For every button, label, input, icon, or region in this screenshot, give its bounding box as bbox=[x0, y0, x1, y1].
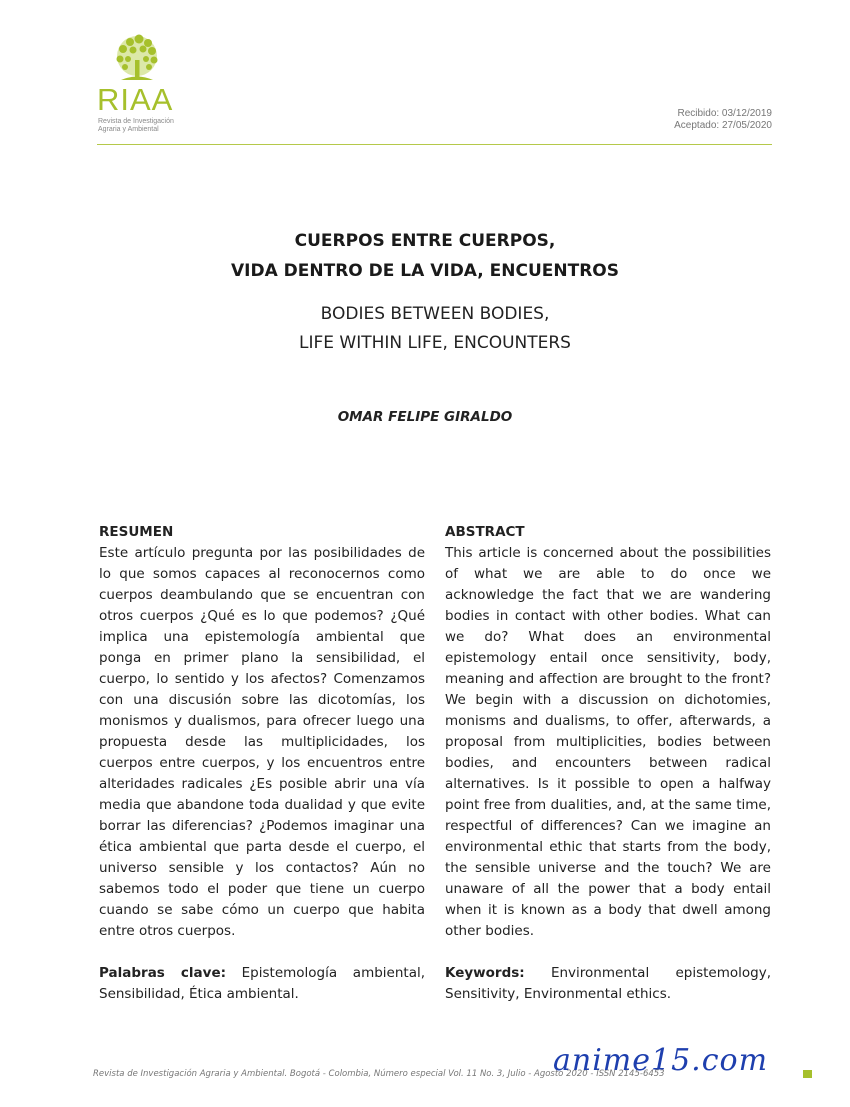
article-dates bbox=[674, 108, 772, 132]
accepted-date: Aceptado: 27/05/2020 bbox=[674, 120, 772, 131]
title-english bbox=[0, 300, 850, 358]
title-es-line1: CUERPOS ENTRE CUERPOS, bbox=[294, 231, 556, 251]
resumen-keywords-text: Epistemología ambiental, Sensibilidad, Ética ambiental. bbox=[99, 965, 426, 1002]
title-spanish bbox=[0, 226, 850, 286]
abstract-keywords bbox=[445, 963, 771, 1005]
logo-subtitle-line1: Revista de Investigación bbox=[98, 118, 174, 125]
tree-logo-icon bbox=[97, 32, 197, 88]
abstract-body: This article is concerned about the possibilities of what we are able to do once we acknowledge the fact that we are wandering bodies in contact with other bodies. What can we do? What does an environmental epistemology entail once sensitivity, body, meaning and affection are brought to the front? We begin with a discussion on dichotomies, monisms and dualisms, to offer, afterwards, a proposal from multiplicities, bodies between bodies, and encounters between radical alternatives. Is it possible to open a halfway point free from dualities, and, at the same time, respectful of differences? Can we imagine an environmental ethic that starts from the body, the sensible universe and the touch? We are unaware of all the power that a body entail when it is known as a body that dwell among other bodies. bbox=[445, 545, 771, 939]
logo-wordmark: RIAA bbox=[97, 82, 174, 117]
received-date: Recibido: 03/12/2019 bbox=[677, 108, 772, 119]
author-name: OMAR FELIPE GIRALDO bbox=[337, 409, 513, 425]
abstract-keywords-label: Keywords: bbox=[445, 965, 525, 981]
resumen-keywords-label: Palabras clave: bbox=[99, 965, 226, 981]
footer-accent-square bbox=[803, 1070, 812, 1078]
resumen-keywords bbox=[99, 963, 425, 1005]
abstract-keywords-text: Environmental epistemology, Sensitivity, Environmental ethics. bbox=[445, 965, 771, 1002]
page-footer: Revista de Investigación Agraria y Ambiental. Bogotá - Colombia, Número especial Vol. 11 No. 3, Julio - Agosto 2020 - ISSN 2145-6453 bbox=[93, 1069, 665, 1079]
header-divider bbox=[97, 144, 772, 145]
title-es-line2: VIDA DENTRO DE LA VIDA, ENCUENTROS bbox=[230, 261, 619, 281]
abstract-heading: ABSTRACT bbox=[445, 524, 525, 540]
resumen-heading: RESUMEN bbox=[99, 524, 174, 540]
logo-subtitle-line2: Agraria y Ambiental bbox=[98, 126, 159, 133]
watermark-text: anime15.com bbox=[553, 1043, 769, 1078]
title-en-line1: BODIES BETWEEN BODIES, bbox=[320, 304, 550, 324]
title-en-line2: LIFE WITHIN LIFE, ENCOUNTERS bbox=[299, 333, 571, 353]
resumen-body: Este artículo pregunta por las posibilidades de lo que somos capaces al reconocernos como cuerpos deambulando que se encuentran con otros cuerpos ¿Qué es lo que podemos? ¿Qué implica una epistemología ambiental que ponga en primer plano la sensibilidad, el cuerpo, lo sentido y los afectos? Comenzamos con una discusión sobre las dicotomías, los monismos y dualismos, para ofrecer luego una propuesta desde las multiplicidades, los cuerpos entre cuerpos, y los encuentros entre alteridades radicales ¿Es posible abrir una vía media que abandone toda dualidad y que evite borrar las diferencias? ¿Podemos imaginar una ética ambiental que parta desde el cuerpo, el universo sensible y los contactos? Aún no sabemos todo el poder que tiene un cuerpo cuando se sabe cómo un cuerpo que habita entre otros cuerpos. bbox=[99, 545, 425, 939]
resumen-section bbox=[99, 522, 425, 1005]
abstract-section bbox=[445, 522, 771, 1005]
journal-logo bbox=[97, 32, 197, 137]
